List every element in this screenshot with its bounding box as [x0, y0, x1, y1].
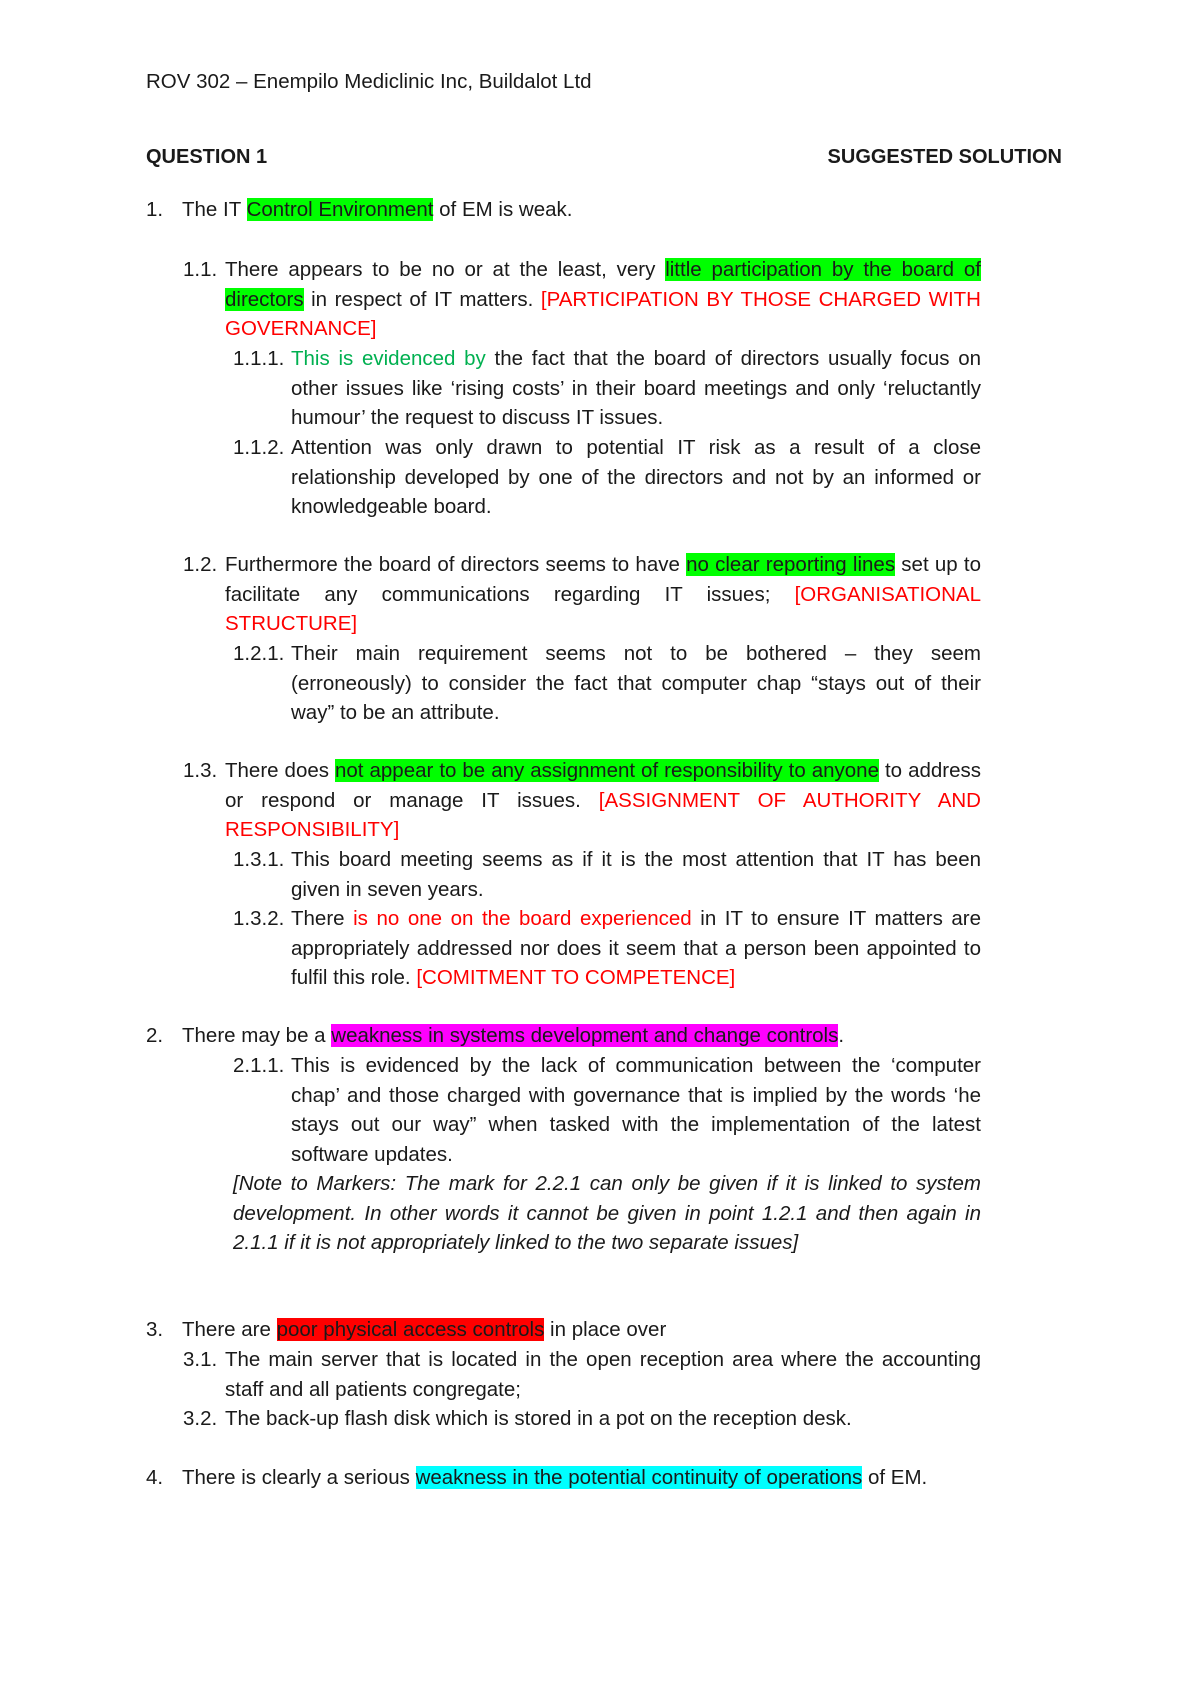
list-text: Their main requirement seems not to be bothered – they seem (erroneously) to consider the fact that computer chap “stays out of their way” to be an attribute. [291, 642, 981, 724]
highlight-text: weakness in systems development and change controls [331, 1024, 839, 1047]
text-run: of EM. [862, 1466, 928, 1489]
list-text [225, 255, 981, 344]
text-run: to address or respond or manage IT issues. [225, 759, 981, 812]
list-number: 1.3.2. [233, 907, 285, 930]
list-text [291, 904, 981, 993]
text-run: the fact that the board of directors usually focus on other issues like ‘rising costs’ in their board meetings and only ‘reluctantly humour’ the request to discuss IT issues. [291, 347, 981, 429]
list-text [291, 344, 981, 433]
list-number: 4. [146, 1466, 164, 1489]
evidence-phrase: This is evidenced by [291, 347, 486, 370]
list-number: 1.1.2. [233, 436, 285, 459]
text-run: The IT [182, 198, 247, 221]
list-number: 1.2. [183, 553, 218, 576]
highlight-text: little participation by the board of directors [225, 258, 982, 311]
text-run: in IT to ensure IT matters are appropriately addressed nor does it seem that a person been appointed to fulfil this role. [291, 907, 982, 989]
category-tag: [ASSIGNMENT OF AUTHORITY AND RESPONSIBILITY] [225, 788, 981, 841]
list-number: 1.1.1. [233, 347, 285, 370]
list-text [182, 1021, 981, 1051]
list-text [182, 195, 981, 225]
text-run: of EM is weak. [433, 198, 573, 221]
category-tag: [COMITMENT TO COMPETENCE] [416, 966, 736, 989]
list-number: 2. [146, 1024, 164, 1047]
list-number: 1. [146, 198, 164, 221]
list-text [225, 756, 981, 845]
list-text [182, 1315, 981, 1345]
highlight-text: poor physical access controls [276, 1318, 545, 1341]
text-run: There [291, 907, 354, 930]
highlight-text: weakness in the potential continuity of operations [415, 1466, 863, 1489]
list-text [182, 1463, 981, 1493]
list-text: The back-up flash disk which is stored in a pot on the reception desk. [225, 1407, 852, 1430]
red-phrase: is no one on the board experienced [353, 907, 692, 930]
list-text: This board meeting seems as if it is the most attention that IT has been given in seven years. [291, 848, 981, 901]
document-header: ROV 302 – Enempilo Mediclinic Inc, Buildalot Ltd [146, 70, 592, 93]
list-text: The main server that is located in the open reception area where the accounting staff and all patients congregate; [225, 1348, 981, 1401]
text-run: Furthermore the board of directors seems to have [225, 553, 687, 576]
text-run: in place over [544, 1318, 667, 1341]
list-number: 1.2.1. [233, 642, 285, 665]
text-run: in respect of IT matters. [303, 287, 541, 311]
category-tag: [PARTICIPATION BY THOSE CHARGED WITH GOVERNANCE] [225, 287, 981, 340]
list-text: Attention was only drawn to potential IT risk as a result of a close relationship developed by one of the directors and not by an informed or knowledgeable board. [291, 436, 981, 518]
category-tag: [ORGANISATIONAL STRUCTURE] [225, 582, 981, 635]
list-number: 3.2. [183, 1407, 218, 1430]
highlight-text: no clear reporting lines [686, 553, 896, 576]
text-run: There are [182, 1318, 277, 1341]
text-run: There may be a [182, 1024, 332, 1047]
note-text: [Note to Markers: The mark for 2.2.1 can only be given if it is linked to system development. In other words it cannot be given in point 1.2.1 and then again in 2.1.1 if it is not appropriately linked to the two separate issues] [233, 1172, 981, 1254]
text-run: There is clearly a serious [182, 1466, 416, 1489]
highlight-text: Control Environment [246, 198, 434, 221]
text-run: There does [225, 759, 335, 782]
list-number: 3. [146, 1318, 164, 1341]
question-label: QUESTION 1 [146, 146, 268, 168]
text-run: There appears to be no or at the least, very [225, 258, 666, 281]
list-number: 1.3.1. [233, 848, 285, 871]
highlight-text: not appear to be any assignment of responsibility to anyone [335, 759, 879, 782]
solution-label: SUGGESTED SOLUTION [827, 146, 1062, 168]
list-number: 1.1. [183, 258, 218, 281]
text-run: . [838, 1024, 845, 1047]
list-text: This is evidenced by the lack of communication between the ‘computer chap’ and those charged with governance that is implied by the words ‘he stays out our way” when tasked with the implementation of the latest software updates. [291, 1054, 981, 1166]
list-number: 1.3. [183, 759, 218, 782]
list-number: 2.1.1. [233, 1054, 285, 1077]
text-run: set up to facilitate any communications regarding IT issues; [225, 553, 981, 606]
list-text [225, 550, 981, 639]
list-number: 3.1. [183, 1348, 218, 1371]
